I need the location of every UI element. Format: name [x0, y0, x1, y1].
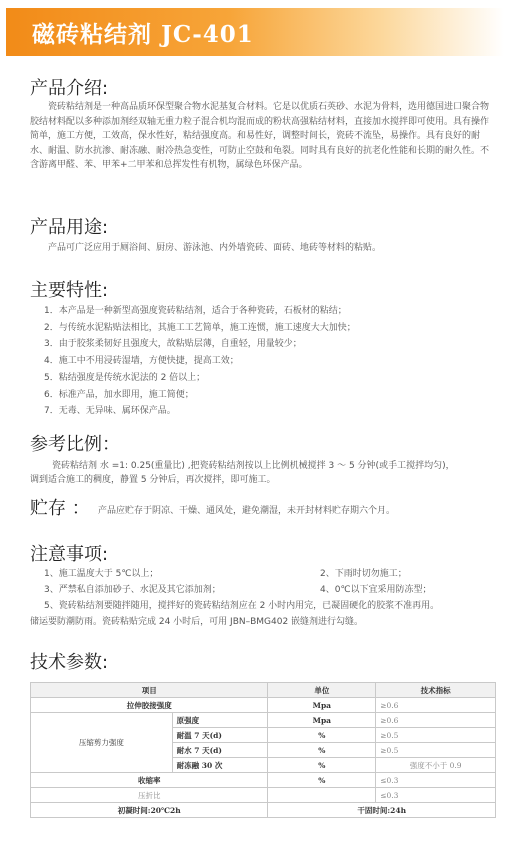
- note-item: 储运要防潮防雨。瓷砖粘贴完成 24 小时后，可用 JBN–BMG402 嵌缝剂进行勾缝。: [30, 617, 364, 627]
- item-cell: 耐温 7 天(d): [172, 728, 268, 743]
- unit-cell: [268, 788, 376, 803]
- initial-set-time: 初凝时间:20℃2h: [31, 803, 268, 818]
- feature-item: 3．由于胶浆柔韧好且强度大，故粘贴层薄，自重轻，用量较少；: [44, 339, 302, 350]
- specs-heading: 技术参数:: [30, 652, 109, 673]
- feature-item: 2．与传统水泥粘贴法相比，其施工工艺简单，施工连惯，施工速度大大加快；: [44, 322, 356, 333]
- feature-item: 5．粘结强度是传统水泥法的 2 倍以上；: [44, 372, 206, 383]
- spec-table: [30, 682, 496, 818]
- unit-cell: Mpa: [268, 713, 376, 728]
- table-row: [31, 713, 496, 728]
- notes-row: [44, 566, 439, 582]
- usage-heading: 产品用途:: [30, 217, 109, 238]
- table-row: [31, 773, 496, 788]
- item-cell: 拉伸胶接强度: [31, 698, 268, 713]
- unit-cell: %: [268, 728, 376, 743]
- item-cell: 收缩率: [31, 773, 268, 788]
- feature-item: 6．标准产品，加水即用，施工简便；: [44, 389, 194, 400]
- table-header-row: [31, 683, 496, 698]
- item-cell: 压折比: [31, 788, 268, 803]
- features-heading: 主要特性:: [30, 280, 109, 301]
- notes-row: [44, 582, 439, 598]
- note-item: 4、0℃以下宜采用防冻型；: [320, 585, 432, 595]
- note-item: 2、下雨时切勿施工；: [320, 569, 407, 579]
- unit-cell: %: [268, 773, 376, 788]
- product-title: 磁砖粘结剂 JC-401: [32, 21, 254, 48]
- dry-time: 干固时间:24h: [268, 803, 496, 818]
- unit-cell: %: [268, 743, 376, 758]
- feature-item: 7．无毒、无异味、属环保产品。: [44, 406, 176, 417]
- column-header: 项目: [31, 683, 268, 698]
- group-cell: 压缩剪力强度: [31, 713, 173, 773]
- value-cell: ≥0.6: [376, 698, 496, 713]
- feature-item: 4．施工中不用浸砖湿墙，方便快捷，提高工效；: [44, 356, 239, 367]
- features-list: [44, 303, 356, 420]
- value-cell: ≥0.5: [376, 743, 496, 758]
- column-header: 技术指标: [376, 683, 496, 698]
- column-header: 单位: [268, 683, 376, 698]
- value-cell: 强度不小于 0.9: [376, 758, 496, 773]
- unit-cell: Mpa: [268, 698, 376, 713]
- usage-text: 产品可广泛应用于厕浴间、厨房、游泳池、内外墙瓷砖、面砖、地砖等材料的粘贴。: [48, 243, 382, 253]
- table-row: [31, 698, 496, 713]
- value-cell: ≥0.6: [376, 713, 496, 728]
- storage-heading: 贮存 ：: [30, 498, 90, 519]
- intro-text: 瓷砖粘结剂是一种高品质环保型聚合物水泥基复合材料。它是以优质石英砂、水泥为骨料，选用德国进口聚合物胶结材料配以多种添加剂经双轴无重力粒子混合机均混而成的粉状高强粘结材料，直接加水搅拌即可使用。具有操作简单，施工方便，工效高，保水性好，粘结强度高。和易性好，调整时间长，瓷砖不流坠，易操作。具有良好的耐水、耐温、防水抗渗、耐冻融、耐冷热急变性，可防止空鼓和龟裂。同时具有良好的抗老化性能和长期的耐久性。不含游离甲醛、苯、甲苯+二甲苯和总挥发性有机物，属绿色环保产品。: [30, 102, 490, 170]
- value-cell: ≤0.3: [376, 773, 496, 788]
- notes-list: [44, 566, 439, 614]
- note-item: 5、瓷砖粘结剂要随拌随用，搅拌好的瓷砖粘结剂应在 2 小时内用完，已凝固硬化的胶浆不准再用。: [44, 601, 440, 611]
- feature-item: 1．本产品是一种新型高强度瓷砖粘结剂，适合于各种瓷砖，石板材的粘结；: [44, 306, 347, 316]
- value-cell: ≤0.3: [376, 788, 496, 803]
- table-row: [31, 788, 496, 803]
- value-cell: ≥0.5: [376, 728, 496, 743]
- intro-heading: 产品介绍:: [30, 78, 109, 99]
- storage-text: 产品应贮存于阴凉、干燥、通风处，避免潮湿，未开封材料贮存期六个月。: [98, 506, 396, 516]
- ratio-heading: 参考比例：: [30, 434, 120, 455]
- item-cell: 原强度: [172, 713, 268, 728]
- ratio-line-2: 调到适合施工的稠度，静置 5 分钟后，再次搅拌，即可施工。: [30, 475, 276, 485]
- item-cell: 耐冻融 30 次: [172, 758, 268, 773]
- table-row: [31, 803, 496, 818]
- ratio-line-1: 瓷砖粘结剂 水 =1: 0.25(重量比) ,把瓷砖粘结剂按以上比例机械搅拌 3 ～ 5 分钟(或手工搅拌均匀)，: [52, 461, 455, 471]
- notes-heading: 注意事项:: [30, 544, 109, 565]
- title-banner: [6, 8, 504, 56]
- note-item: 3、严禁私自添加砂子、水泥及其它添加剂；: [44, 585, 221, 595]
- note-item: 1、施工温度大于 5℃以上；: [44, 569, 159, 579]
- item-cell: 耐水 7 天(d): [172, 743, 268, 758]
- unit-cell: %: [268, 758, 376, 773]
